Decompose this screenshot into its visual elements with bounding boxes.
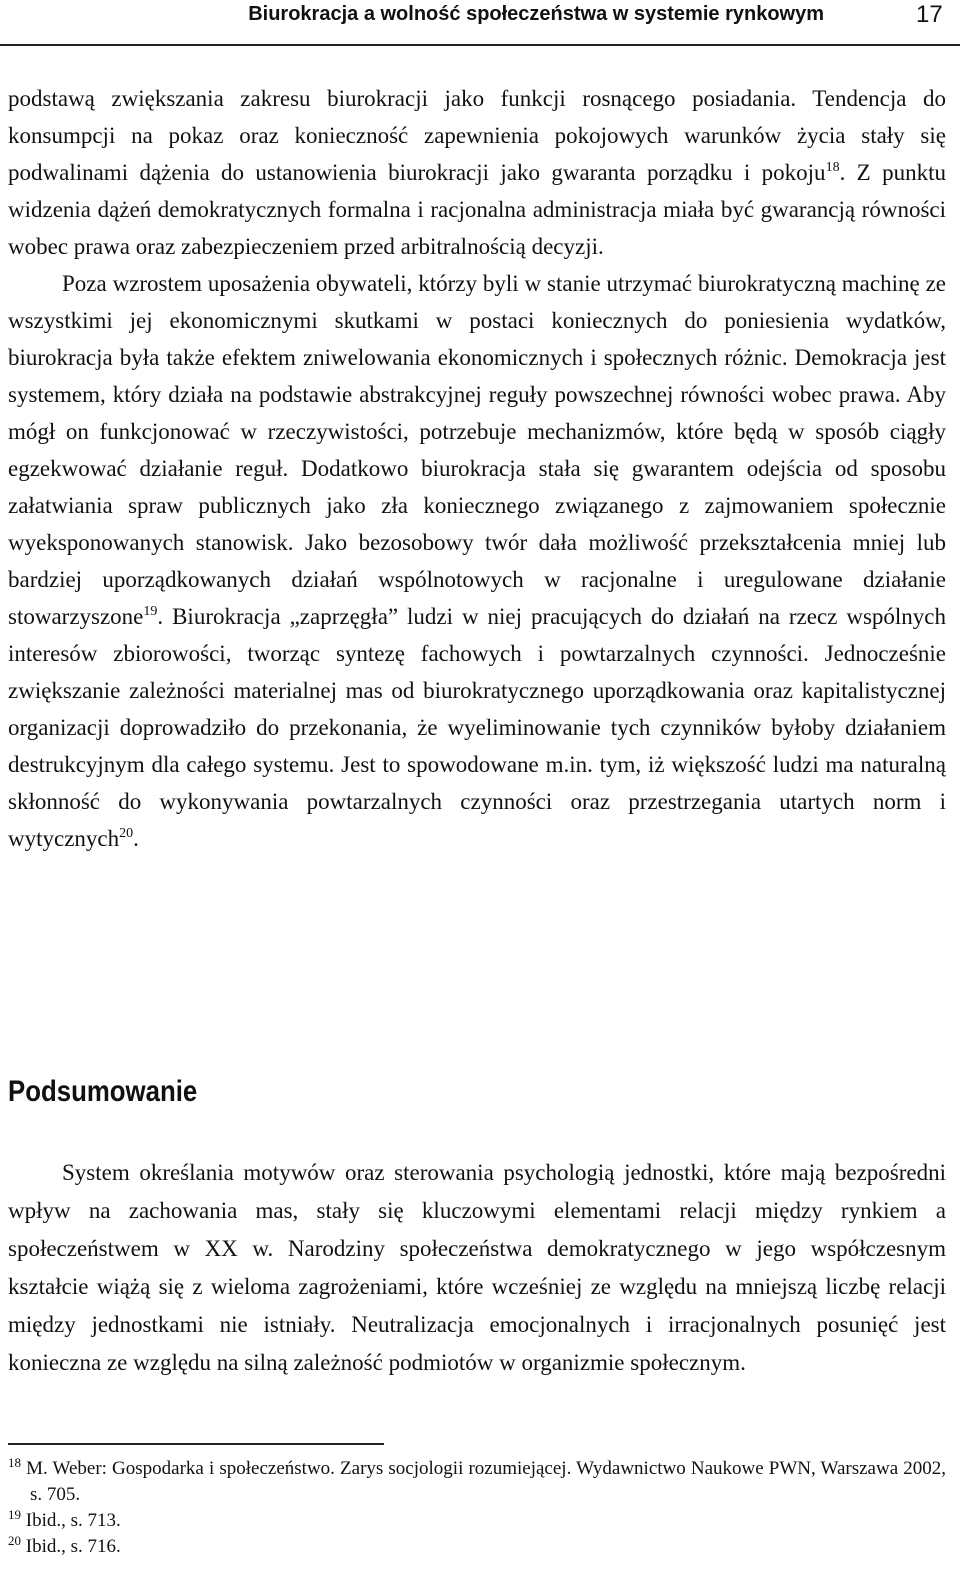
paragraph-2 (8, 265, 946, 857)
paragraph-2-text-continued: . Biurokracja „zaprzęgła” ludzi w niej pracujących do działań na rzecz wspólnych interesów zbiorowości, tworząc syntezę fachowych i powtarzalnych czynności. Jednocześnie zwiększanie zależności materialnej mas od biurokratycznego uporządkowania oraz kapitalistycznej organizacji doprowadziło do przekonania, że wyeliminowanie tych czynników byłoby działaniem destrukcyjnym dla całego systemu. Jest to spowodowane m.in. tym, iż większość ludzi ma naturalną skłonność do wykonywania powtarzalnych czynności oraz przestrzegania utartych norm i wytycznych (8, 604, 946, 851)
main-text (8, 80, 946, 857)
paragraph-1 (8, 80, 946, 265)
footnote-18 (8, 1456, 946, 1508)
footnotes (8, 1456, 946, 1560)
footnote-19 (8, 1508, 946, 1534)
paragraph-2-text: Poza wzrostem uposażenia obywateli, którzy byli w stanie utrzymać biurokratyczną machinę ze wszystkimi jej ekonomicznymi skutkami w postaci koniecznych do poniesienia wydatków, biurokracja była także efektem zniwelowania ekonomicznych i społecznych różnic. Demokracja jest systemem, który działa na podstawie abstrakcyjnej reguły powszechnej równości wobec prawa. Aby mógł on funkcjonować w rzeczywistości, potrzebuje mechanizmów, które będą w sposób ciągły egzekwować działanie reguł. Dodatkowo biurokracja stała się gwarantem odejścia od sposobu załatwiania spraw publicznych jako zła koniecznego związanego z zajmowaniem społecznie wyeksponowanych stanowisk. Jako bezosobowy twór dała możliwość przekształcenia mniej lub bardziej uporządkowanych działań wspólnotowych w racjonalne i uregulowane działanie stowarzyszone (8, 271, 946, 629)
footnote-20 (8, 1534, 946, 1560)
paragraph-1-text: podstawą zwiększania zakresu biurokracji jako funkcji rosnącego posiadania. Tendencja do konsumpcji na pokaz oraz konieczność zapewnienia pokojowych warunków życia stały się podwalinami dążenia do ustanowienia biurokracji jako gwaranta porządku i pokoju (8, 86, 946, 185)
paragraph-2-text-end: . (133, 826, 139, 851)
footnote-number: 18 (8, 1455, 21, 1470)
summary-paragraph: System określania motywów oraz sterowania psychologią jednostki, które mają bezpośredni wpływ na zachowania mas, stały się kluczowymi elementami relacji między rynkiem a społeczeństwem w XX w. Narodziny społeczeństwa demokratycznego w jego współczesnym kształcie wiążą się z wieloma zagrożeniami, które wcześniej ze względu na mniejszą liczbę relacji między jednostkami nie istniały. Neutralizacja emocjonalnych i irracjonalnych posunięć jest konieczna ze względu na silną zależność podmiotów w organizmie społecznym. (8, 1160, 946, 1375)
paragraph-1-text-continued: . Z punktu widzenia dążeń demokratycznych formalna i racjonalna administracja miała być gwarancją równości wobec prawa oraz zabezpieczeniem przed arbitralnością decyzji. (8, 160, 946, 259)
page-number: 17 (916, 1, 943, 28)
footnote-text: Ibid., s. 716. (25, 1536, 121, 1557)
footnote-number: 20 (8, 1533, 21, 1548)
footnote-text: Ibid., s. 713. (25, 1510, 121, 1531)
footnote-separator (8, 1443, 384, 1445)
footnote-text: M. Weber: Gospodarka i społeczeństwo. Zarys socjologii rozumiejącej. Wydawnictwo Naukowe PWN, Warszawa 2002, s. 705. (26, 1458, 946, 1505)
running-header-title: Biurokracja a wolność społeczeństwa w systemie rynkowym (248, 3, 824, 25)
footnote-ref-18: 18 (825, 160, 840, 175)
section-heading: Podsumowanie (8, 1075, 198, 1108)
footnote-ref-19: 19 (143, 604, 158, 619)
footnote-number: 19 (8, 1507, 21, 1522)
footnote-ref-20: 20 (119, 826, 134, 841)
running-header (0, 0, 960, 46)
